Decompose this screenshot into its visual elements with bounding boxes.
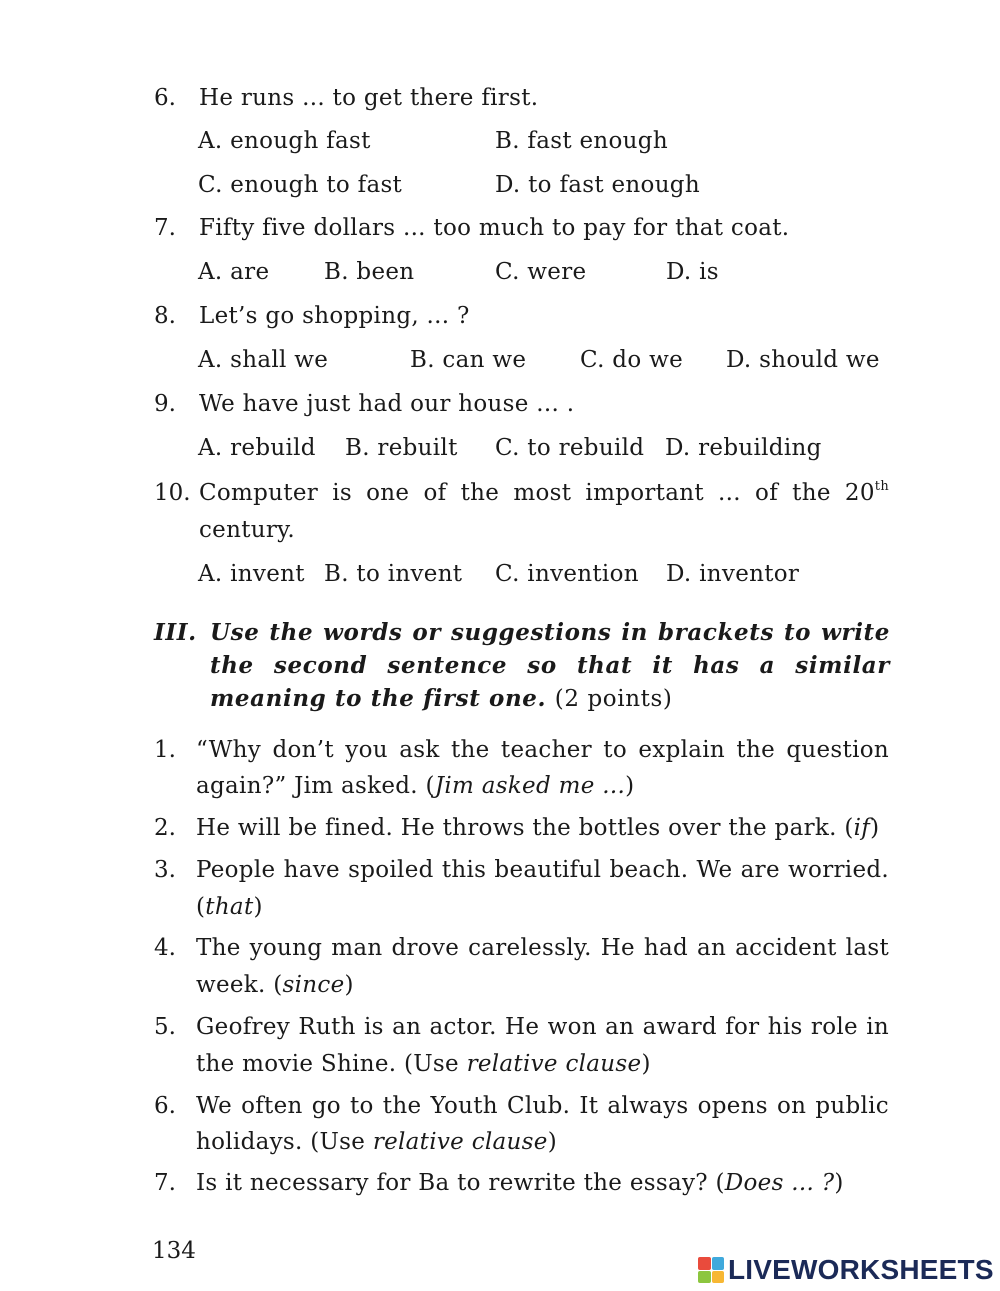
option-c: C. invention [495, 561, 639, 587]
option-a: A. are [198, 259, 270, 285]
question-stem-continued: century. [199, 517, 296, 543]
item-hint: if [853, 815, 871, 841]
option-d: D. should we [726, 347, 880, 373]
question-stem: We have just had our house ... . [199, 391, 575, 417]
item-text: Geofrey Ruth is an actor. He won an award for his role in [196, 1014, 889, 1040]
item-text-continued [196, 1050, 651, 1078]
heading-line: the second sentence so that it has a similar [210, 652, 890, 679]
item-text [196, 814, 879, 842]
page-number: 134 [152, 1238, 196, 1264]
item-text: “Why don’t you ask the teacher to explain the question [196, 737, 889, 763]
section-points: (2 points) [554, 686, 673, 712]
item-hint: since [282, 972, 345, 998]
question-number: 10. [154, 480, 191, 506]
option-a: A. enough fast [198, 128, 371, 154]
logo-square [698, 1271, 711, 1284]
item-text-part: ) [625, 773, 635, 799]
question-stem-text: Computer is one of the most important ... of the 20 [199, 480, 875, 506]
option-d: D. inventor [666, 561, 800, 587]
option-a: A. shall we [198, 347, 329, 373]
option-b: B. rebuilt [345, 435, 458, 461]
question-number: 7. [154, 215, 176, 241]
item-text: We often go to the Youth Club. It always opens on public [196, 1093, 889, 1119]
item-text-continued [196, 971, 354, 999]
option-d: D. is [666, 259, 719, 285]
item-hint: relative clause [466, 1051, 642, 1077]
option-d: D. to fast enough [495, 172, 700, 198]
item-text-part: ( [196, 894, 206, 920]
option-c: C. were [495, 259, 587, 285]
liveworksheets-logo[interactable] [698, 1254, 994, 1286]
item-hint: relative clause [372, 1129, 548, 1155]
logo-square [698, 1257, 711, 1270]
question-number: 9. [154, 391, 176, 417]
item-text [196, 1169, 844, 1197]
option-c: C. do we [580, 347, 683, 373]
item-text-continued [196, 1128, 557, 1156]
item-hint: that [205, 894, 254, 920]
option-c: C. enough to fast [198, 172, 403, 198]
item-text-part: ) [253, 894, 263, 920]
item-text-part: Is it necessary for Ba to rewrite the essay? ( [196, 1170, 725, 1196]
item-text-part: ) [834, 1170, 844, 1196]
option-b: B. fast enough [495, 128, 668, 154]
logo-square [712, 1271, 725, 1284]
question-stem: Fifty five dollars ... too much to pay for that coat. [199, 215, 790, 241]
option-b: B. been [324, 259, 415, 285]
heading-text: meaning to the first one. [210, 685, 547, 712]
item-hint: Does ... ? [724, 1170, 835, 1196]
item-number: 3. [154, 857, 176, 883]
superscript: th [874, 479, 889, 494]
brand-name: LIVEWORKSHEETS [728, 1254, 994, 1285]
item-text-part: ) [641, 1051, 651, 1077]
item-number: 4. [154, 935, 176, 961]
liveworksheets-logo-icon [698, 1257, 724, 1283]
heading-line: Use the words or suggestions in brackets to write [210, 619, 890, 646]
item-text-continued [196, 893, 263, 921]
option-b: B. can we [410, 347, 527, 373]
heading-line [210, 682, 890, 716]
item-text-part: ) [547, 1129, 557, 1155]
item-hint: Jim asked me ... [434, 773, 626, 799]
option-c: C. to rebuild [495, 435, 645, 461]
option-d: D. rebuilding [665, 435, 822, 461]
item-number: 2. [154, 815, 176, 841]
item-text-part: the movie Shine. (Use [196, 1051, 467, 1077]
item-number: 1. [154, 737, 176, 763]
item-text-part: week. ( [196, 972, 283, 998]
item-text-part: He will be fined. He throws the bottles over the park. ( [196, 815, 854, 841]
question-stem: He runs ... to get there first. [199, 85, 539, 111]
item-number: 7. [154, 1170, 176, 1196]
section-roman-numeral: III. [154, 619, 197, 646]
item-text: The young man drove carelessly. He had an accident last [196, 935, 889, 961]
logo-square [712, 1257, 725, 1270]
item-text-part: holidays. (Use [196, 1129, 373, 1155]
section-heading [210, 616, 890, 716]
question-number: 8. [154, 303, 176, 329]
question-number: 6. [154, 85, 176, 111]
item-text-part: ) [870, 815, 880, 841]
item-text-continued [196, 772, 634, 800]
item-number: 6. [154, 1093, 176, 1119]
item-text-part: again?” Jim asked. ( [196, 773, 435, 799]
option-a: A. rebuild [198, 435, 316, 461]
item-text: People have spoiled this beautiful beach. We are worried. [196, 857, 889, 883]
item-text-part: ) [344, 972, 354, 998]
question-stem [199, 479, 889, 507]
item-number: 5. [154, 1014, 176, 1040]
question-stem: Let’s go shopping, ... ? [199, 303, 470, 329]
option-a: A. invent [198, 561, 305, 587]
option-b: B. to invent [324, 561, 463, 587]
